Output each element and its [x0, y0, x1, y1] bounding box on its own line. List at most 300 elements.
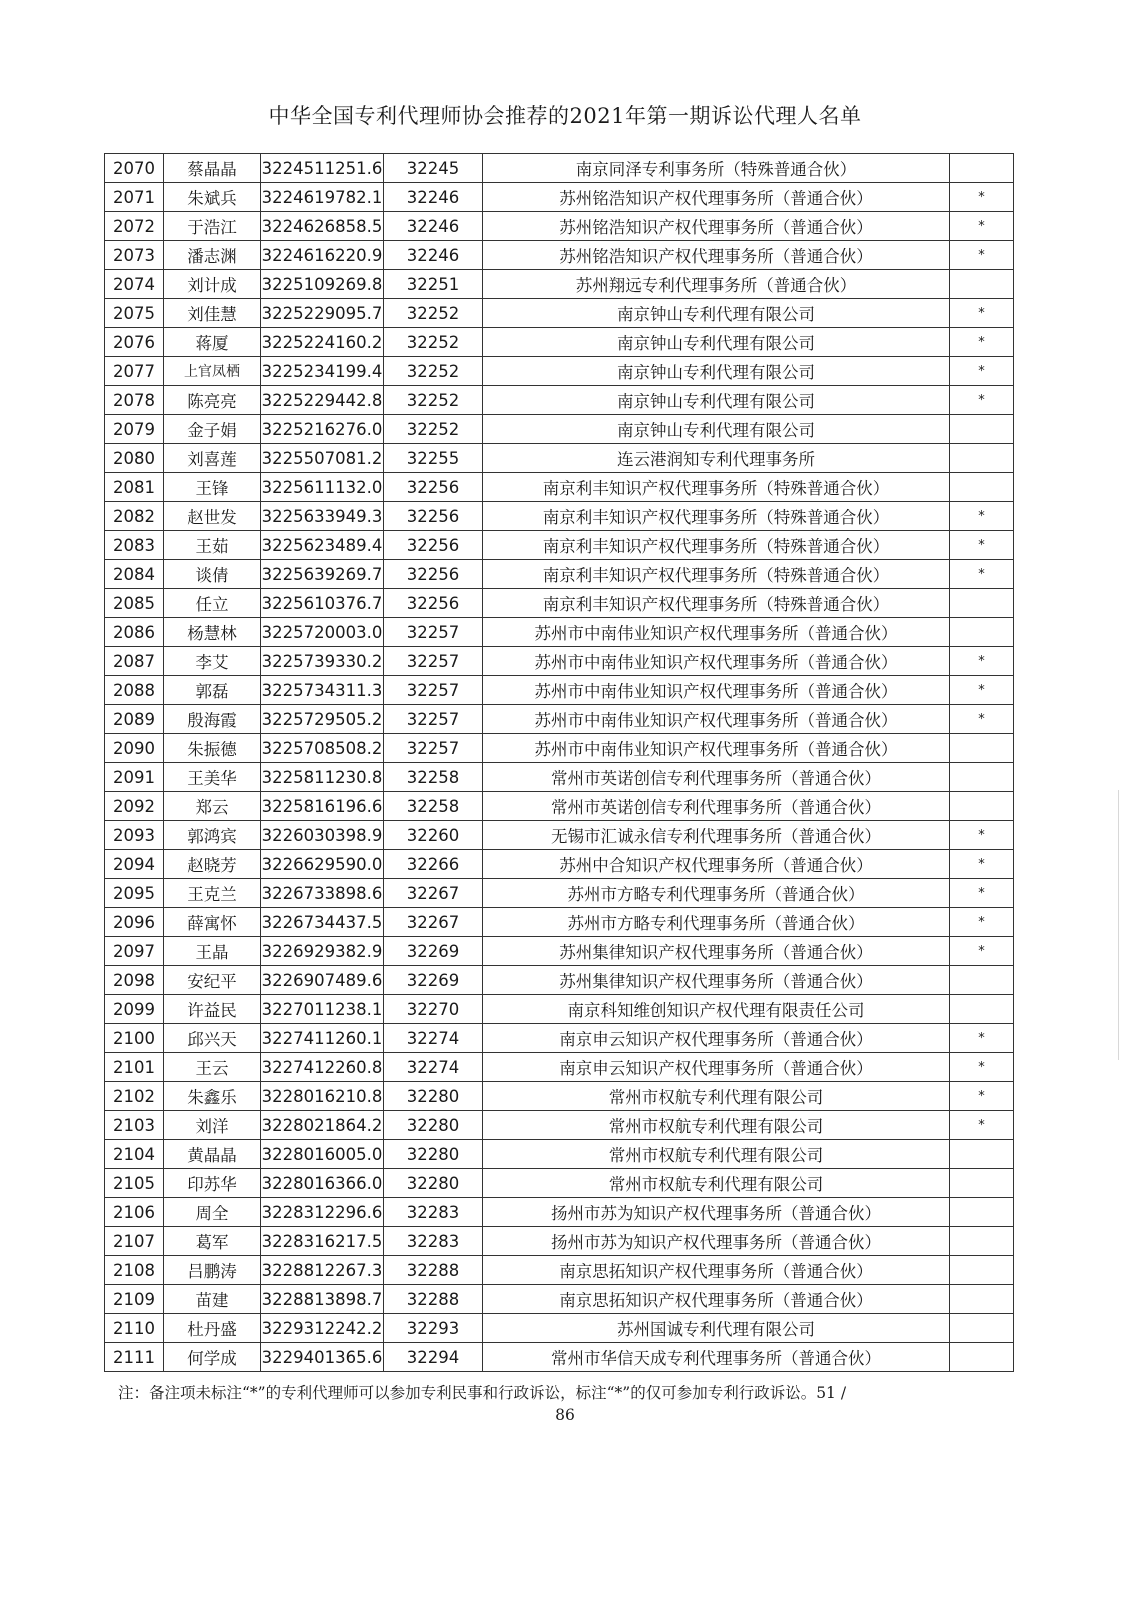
table-row — [105, 1227, 1014, 1256]
agent-name-cell: 刘喜莲 — [164, 444, 261, 473]
table-row — [105, 647, 1014, 676]
agency-code-cell: 32252 — [384, 386, 483, 415]
remark-cell: * — [950, 357, 1014, 386]
table-row — [105, 560, 1014, 589]
agent-name-cell: 陈亮亮 — [164, 386, 261, 415]
table-row — [105, 908, 1014, 937]
table-row — [105, 1053, 1014, 1082]
table-row — [105, 1082, 1014, 1111]
table-row — [105, 618, 1014, 647]
agency-name-cell: 苏州市方略专利代理事务所（普通合伙） — [483, 908, 950, 937]
agency-code-cell: 32274 — [384, 1053, 483, 1082]
remark-cell: * — [950, 908, 1014, 937]
remark-cell — [950, 792, 1014, 821]
table-row — [105, 502, 1014, 531]
certificate-number-cell: 3225734311.3 — [261, 676, 384, 705]
agent-name-cell: 朱斌兵 — [164, 183, 261, 212]
agency-name-cell: 无锡市汇诚永信专利代理事务所（普通合伙） — [483, 821, 950, 850]
remark-cell — [950, 1227, 1014, 1256]
agency-name-cell: 常州市英诺创信专利代理事务所（普通合伙） — [483, 763, 950, 792]
agent-name-cell: 郭磊 — [164, 676, 261, 705]
certificate-number-cell: 3224616220.9 — [261, 241, 384, 270]
agency-name-cell: 苏州铭浩知识产权代理事务所（普通合伙） — [483, 212, 950, 241]
agency-code-cell: 32258 — [384, 763, 483, 792]
certificate-number-cell: 3228016210.8 — [261, 1082, 384, 1111]
remark-cell — [950, 589, 1014, 618]
agent-name-cell: 赵世发 — [164, 502, 261, 531]
remark-cell — [950, 1285, 1014, 1314]
table-row — [105, 850, 1014, 879]
remark-cell: * — [950, 531, 1014, 560]
agent-name-cell: 赵晓芳 — [164, 850, 261, 879]
agency-name-cell: 南京思拓知识产权代理事务所（普通合伙） — [483, 1256, 950, 1285]
agency-name-cell: 连云港润知专利代理事务所 — [483, 444, 950, 473]
agency-name-cell: 苏州市中南伟业知识产权代理事务所（普通合伙） — [483, 618, 950, 647]
agency-code-cell: 32270 — [384, 995, 483, 1024]
certificate-number-cell: 3228812267.3 — [261, 1256, 384, 1285]
remark-cell: * — [950, 386, 1014, 415]
agency-name-cell: 常州市权航专利代理有限公司 — [483, 1169, 950, 1198]
remark-cell — [950, 473, 1014, 502]
table-row — [105, 1285, 1014, 1314]
agent-name-cell: 邱兴天 — [164, 1024, 261, 1053]
serial-number-cell: 2103 — [105, 1111, 164, 1140]
agency-code-cell: 32258 — [384, 792, 483, 821]
certificate-number-cell: 3228312296.6 — [261, 1198, 384, 1227]
serial-number-cell: 2077 — [105, 357, 164, 386]
agency-name-cell: 常州市权航专利代理有限公司 — [483, 1140, 950, 1169]
table-row — [105, 589, 1014, 618]
agency-code-cell: 32257 — [384, 734, 483, 763]
serial-number-cell: 2097 — [105, 937, 164, 966]
certificate-number-cell: 3225811230.8 — [261, 763, 384, 792]
serial-number-cell: 2101 — [105, 1053, 164, 1082]
agent-name-cell: 何学成 — [164, 1343, 261, 1372]
table-row — [105, 792, 1014, 821]
serial-number-cell: 2091 — [105, 763, 164, 792]
remark-cell: * — [950, 705, 1014, 734]
agency-code-cell: 32294 — [384, 1343, 483, 1372]
serial-number-cell: 2089 — [105, 705, 164, 734]
certificate-number-cell: 3224511251.6 — [261, 154, 384, 183]
page-total: 86 — [555, 1406, 575, 1424]
remark-cell: * — [950, 560, 1014, 589]
serial-number-cell: 2093 — [105, 821, 164, 850]
serial-number-cell: 2088 — [105, 676, 164, 705]
agent-name-cell: 王茹 — [164, 531, 261, 560]
table-row — [105, 386, 1014, 415]
agency-code-cell: 32257 — [384, 676, 483, 705]
agent-name-cell: 郭鸿宾 — [164, 821, 261, 850]
agency-name-cell: 南京利丰知识产权代理事务所（特殊普通合伙） — [483, 589, 950, 618]
agency-code-cell: 32252 — [384, 415, 483, 444]
serial-number-cell: 2102 — [105, 1082, 164, 1111]
serial-number-cell: 2104 — [105, 1140, 164, 1169]
remark-cell: * — [950, 1082, 1014, 1111]
certificate-number-cell: 3227412260.8 — [261, 1053, 384, 1082]
serial-number-cell: 2095 — [105, 879, 164, 908]
agency-code-cell: 32246 — [384, 183, 483, 212]
certificate-number-cell: 3225234199.4 — [261, 357, 384, 386]
serial-number-cell: 2087 — [105, 647, 164, 676]
remark-cell — [950, 270, 1014, 299]
roster-table — [104, 153, 1014, 1372]
agent-name-cell: 薛寓怀 — [164, 908, 261, 937]
remark-cell: * — [950, 850, 1014, 879]
remark-cell: * — [950, 183, 1014, 212]
remark-cell — [950, 1256, 1014, 1285]
agency-name-cell: 南京钟山专利代理有限公司 — [483, 386, 950, 415]
table-row — [105, 734, 1014, 763]
remark-cell — [950, 1169, 1014, 1198]
agency-code-cell: 32267 — [384, 879, 483, 908]
certificate-number-cell: 3225229442.8 — [261, 386, 384, 415]
agency-code-cell: 32269 — [384, 937, 483, 966]
table-row — [105, 1256, 1014, 1285]
certificate-number-cell: 3225639269.7 — [261, 560, 384, 589]
remark-cell: * — [950, 241, 1014, 270]
agency-name-cell: 南京思拓知识产权代理事务所（普通合伙） — [483, 1285, 950, 1314]
certificate-number-cell: 3225739330.2 — [261, 647, 384, 676]
table-row — [105, 473, 1014, 502]
agency-code-cell: 32260 — [384, 821, 483, 850]
remark-cell — [950, 995, 1014, 1024]
certificate-number-cell: 3225610376.7 — [261, 589, 384, 618]
agency-name-cell: 南京钟山专利代理有限公司 — [483, 299, 950, 328]
table-row — [105, 705, 1014, 734]
serial-number-cell: 2100 — [105, 1024, 164, 1053]
serial-number-cell: 2086 — [105, 618, 164, 647]
roster-body — [105, 154, 1014, 1372]
agency-code-cell: 32267 — [384, 908, 483, 937]
page-title: 中华全国专利代理师协会推荐的2021年第一期诉讼代理人名单 — [268, 104, 862, 128]
serial-number-cell: 2080 — [105, 444, 164, 473]
serial-number-cell: 2082 — [105, 502, 164, 531]
agency-code-cell: 32252 — [384, 357, 483, 386]
remark-cell: * — [950, 879, 1014, 908]
agent-name-cell: 谈倩 — [164, 560, 261, 589]
agent-name-cell: 葛军 — [164, 1227, 261, 1256]
serial-number-cell: 2106 — [105, 1198, 164, 1227]
agent-name-cell: 李艾 — [164, 647, 261, 676]
certificate-number-cell: 3229312242.2 — [261, 1314, 384, 1343]
serial-number-cell: 2070 — [105, 154, 164, 183]
table-row — [105, 241, 1014, 270]
table-row — [105, 1169, 1014, 1198]
agent-name-cell: 刘计成 — [164, 270, 261, 299]
agent-name-cell: 蔡晶晶 — [164, 154, 261, 183]
table-row — [105, 415, 1014, 444]
remark-cell: * — [950, 937, 1014, 966]
agency-name-cell: 常州市英诺创信专利代理事务所（普通合伙） — [483, 792, 950, 821]
remark-cell: * — [950, 1053, 1014, 1082]
agency-name-cell: 苏州集律知识产权代理事务所（普通合伙） — [483, 937, 950, 966]
serial-number-cell: 2084 — [105, 560, 164, 589]
agent-name-cell: 刘佳慧 — [164, 299, 261, 328]
agency-name-cell: 扬州市苏为知识产权代理事务所（普通合伙） — [483, 1227, 950, 1256]
agency-name-cell: 南京科知维创知识产权代理有限责任公司 — [483, 995, 950, 1024]
agency-name-cell: 南京申云知识产权代理事务所（普通合伙） — [483, 1053, 950, 1082]
remark-cell — [950, 1314, 1014, 1343]
agency-code-cell: 32257 — [384, 647, 483, 676]
certificate-number-cell: 3226907489.6 — [261, 966, 384, 995]
agency-code-cell: 32257 — [384, 618, 483, 647]
agency-name-cell: 南京利丰知识产权代理事务所（特殊普通合伙） — [483, 473, 950, 502]
agent-name-cell: 于浩江 — [164, 212, 261, 241]
agency-name-cell: 苏州中合知识产权代理事务所（普通合伙） — [483, 850, 950, 879]
agent-name-cell: 郑云 — [164, 792, 261, 821]
agency-code-cell: 32266 — [384, 850, 483, 879]
table-row — [105, 1140, 1014, 1169]
agency-name-cell: 苏州国诚专利代理有限公司 — [483, 1314, 950, 1343]
table-row — [105, 966, 1014, 995]
agency-code-cell: 32245 — [384, 154, 483, 183]
footnote: 注：备注项未标注“*”的专利代理师可以参加专利民事和行政诉讼，标注“*”的仅可参加专利行政诉讼。51 / — [118, 1384, 847, 1402]
table-row — [105, 270, 1014, 299]
table-row — [105, 1111, 1014, 1140]
certificate-number-cell: 3228021864.2 — [261, 1111, 384, 1140]
serial-number-cell: 2073 — [105, 241, 164, 270]
agent-name-cell: 任立 — [164, 589, 261, 618]
remark-cell: * — [950, 328, 1014, 357]
agent-name-cell: 杨慧林 — [164, 618, 261, 647]
agent-name-cell: 蒋厦 — [164, 328, 261, 357]
remark-cell — [950, 1343, 1014, 1372]
agency-code-cell: 32257 — [384, 705, 483, 734]
agent-name-cell: 杜丹盛 — [164, 1314, 261, 1343]
agency-name-cell: 苏州市方略专利代理事务所（普通合伙） — [483, 879, 950, 908]
certificate-number-cell: 3228016005.0 — [261, 1140, 384, 1169]
agent-name-cell: 周全 — [164, 1198, 261, 1227]
agency-name-cell: 苏州市中南伟业知识产权代理事务所（普通合伙） — [483, 734, 950, 763]
agency-code-cell: 32280 — [384, 1111, 483, 1140]
table-row — [105, 531, 1014, 560]
agency-code-cell: 32256 — [384, 502, 483, 531]
remark-cell: * — [950, 676, 1014, 705]
remark-cell — [950, 1140, 1014, 1169]
agency-name-cell: 苏州铭浩知识产权代理事务所（普通合伙） — [483, 241, 950, 270]
certificate-number-cell: 3225229095.7 — [261, 299, 384, 328]
agency-code-cell: 32280 — [384, 1140, 483, 1169]
table-row — [105, 357, 1014, 386]
agent-name-cell: 印苏华 — [164, 1169, 261, 1198]
serial-number-cell: 2083 — [105, 531, 164, 560]
certificate-number-cell: 3229401365.6 — [261, 1343, 384, 1372]
agent-name-cell: 苗建 — [164, 1285, 261, 1314]
agent-name-text: 上官凤栖 — [184, 364, 240, 380]
agency-code-cell: 32269 — [384, 966, 483, 995]
table-row — [105, 212, 1014, 241]
certificate-number-cell: 3225633949.3 — [261, 502, 384, 531]
agency-name-cell: 苏州翔远专利代理事务所（普通合伙） — [483, 270, 950, 299]
certificate-number-cell: 3226929382.9 — [261, 937, 384, 966]
serial-number-cell: 2081 — [105, 473, 164, 502]
agent-name-cell: 王美华 — [164, 763, 261, 792]
table-row — [105, 444, 1014, 473]
agency-name-cell: 苏州市中南伟业知识产权代理事务所（普通合伙） — [483, 705, 950, 734]
agency-code-cell: 32283 — [384, 1198, 483, 1227]
agency-code-cell: 32274 — [384, 1024, 483, 1053]
agency-code-cell: 32255 — [384, 444, 483, 473]
certificate-number-cell: 3227411260.1 — [261, 1024, 384, 1053]
agency-code-cell: 32246 — [384, 212, 483, 241]
remark-cell — [950, 618, 1014, 647]
certificate-number-cell: 3225623489.4 — [261, 531, 384, 560]
table-row — [105, 1024, 1014, 1053]
table-row — [105, 1343, 1014, 1372]
table-row — [105, 328, 1014, 357]
remark-cell — [950, 734, 1014, 763]
serial-number-cell: 2075 — [105, 299, 164, 328]
agency-code-cell: 32288 — [384, 1256, 483, 1285]
agency-code-cell: 32293 — [384, 1314, 483, 1343]
agency-name-cell: 南京利丰知识产权代理事务所（特殊普通合伙） — [483, 531, 950, 560]
serial-number-cell: 2107 — [105, 1227, 164, 1256]
remark-cell — [950, 1198, 1014, 1227]
agency-code-cell: 32256 — [384, 560, 483, 589]
serial-number-cell: 2092 — [105, 792, 164, 821]
table-row — [105, 995, 1014, 1024]
agency-name-cell: 常州市权航专利代理有限公司 — [483, 1082, 950, 1111]
certificate-number-cell: 3225216276.0 — [261, 415, 384, 444]
agent-name-cell — [164, 357, 261, 386]
serial-number-cell: 2098 — [105, 966, 164, 995]
certificate-number-cell: 3225708508.2 — [261, 734, 384, 763]
certificate-number-cell: 3228813898.7 — [261, 1285, 384, 1314]
serial-number-cell: 2096 — [105, 908, 164, 937]
serial-number-cell: 2072 — [105, 212, 164, 241]
remark-cell: * — [950, 299, 1014, 328]
agency-name-cell: 南京钟山专利代理有限公司 — [483, 415, 950, 444]
agency-name-cell: 南京申云知识产权代理事务所（普通合伙） — [483, 1024, 950, 1053]
serial-number-cell: 2074 — [105, 270, 164, 299]
certificate-number-cell: 3226733898.6 — [261, 879, 384, 908]
remark-cell: * — [950, 212, 1014, 241]
agent-name-cell: 吕鹏涛 — [164, 1256, 261, 1285]
agent-name-cell: 朱振德 — [164, 734, 261, 763]
agent-name-cell: 黄晶晶 — [164, 1140, 261, 1169]
agency-code-cell: 32280 — [384, 1169, 483, 1198]
remark-cell — [950, 415, 1014, 444]
serial-number-cell: 2099 — [105, 995, 164, 1024]
certificate-number-cell: 3225507081.2 — [261, 444, 384, 473]
agent-name-cell: 潘志渊 — [164, 241, 261, 270]
table-row — [105, 299, 1014, 328]
agency-name-cell: 常州市权航专利代理有限公司 — [483, 1111, 950, 1140]
certificate-number-cell: 3225729505.2 — [261, 705, 384, 734]
agency-name-cell: 苏州集律知识产权代理事务所（普通合伙） — [483, 966, 950, 995]
agent-name-cell: 许益民 — [164, 995, 261, 1024]
certificate-number-cell: 3225611132.0 — [261, 473, 384, 502]
remark-cell — [950, 966, 1014, 995]
agency-name-cell: 苏州市中南伟业知识产权代理事务所（普通合伙） — [483, 647, 950, 676]
table-row — [105, 183, 1014, 212]
certificate-number-cell: 3225224160.2 — [261, 328, 384, 357]
table-row — [105, 821, 1014, 850]
serial-number-cell: 2085 — [105, 589, 164, 618]
serial-number-cell: 2079 — [105, 415, 164, 444]
certificate-number-cell: 3226030398.9 — [261, 821, 384, 850]
certificate-number-cell: 3228016366.0 — [261, 1169, 384, 1198]
agent-name-cell: 王晶 — [164, 937, 261, 966]
table-row — [105, 937, 1014, 966]
remark-cell: * — [950, 502, 1014, 531]
table-row — [105, 763, 1014, 792]
agent-name-cell: 安纪平 — [164, 966, 261, 995]
agency-code-cell: 32251 — [384, 270, 483, 299]
agency-name-cell: 南京钟山专利代理有限公司 — [483, 357, 950, 386]
remark-cell — [950, 763, 1014, 792]
serial-number-cell: 2071 — [105, 183, 164, 212]
remark-cell — [950, 444, 1014, 473]
agency-code-cell: 32252 — [384, 328, 483, 357]
agent-name-cell: 王克兰 — [164, 879, 261, 908]
agent-name-cell: 刘洋 — [164, 1111, 261, 1140]
agent-name-cell: 殷海霞 — [164, 705, 261, 734]
agency-code-cell: 32256 — [384, 589, 483, 618]
serial-number-cell: 2105 — [105, 1169, 164, 1198]
certificate-number-cell: 3226734437.5 — [261, 908, 384, 937]
certificate-number-cell: 3225720003.0 — [261, 618, 384, 647]
agency-name-cell: 常州市华信天成专利代理事务所（普通合伙） — [483, 1343, 950, 1372]
serial-number-cell: 2109 — [105, 1285, 164, 1314]
table-row — [105, 676, 1014, 705]
serial-number-cell: 2108 — [105, 1256, 164, 1285]
table-row — [105, 1314, 1014, 1343]
agency-code-cell: 32283 — [384, 1227, 483, 1256]
certificate-number-cell: 3227011238.1 — [261, 995, 384, 1024]
agency-name-cell: 苏州市中南伟业知识产权代理事务所（普通合伙） — [483, 676, 950, 705]
certificate-number-cell: 3225816196.6 — [261, 792, 384, 821]
certificate-number-cell: 3228316217.5 — [261, 1227, 384, 1256]
agency-name-cell: 南京利丰知识产权代理事务所（特殊普通合伙） — [483, 502, 950, 531]
certificate-number-cell: 3225109269.8 — [261, 270, 384, 299]
agency-name-cell: 南京同泽专利事务所（特殊普通合伙） — [483, 154, 950, 183]
agency-name-cell: 南京钟山专利代理有限公司 — [483, 328, 950, 357]
agency-name-cell: 南京利丰知识产权代理事务所（特殊普通合伙） — [483, 560, 950, 589]
agency-code-cell: 32256 — [384, 531, 483, 560]
remark-cell: * — [950, 1111, 1014, 1140]
agent-name-cell: 王锋 — [164, 473, 261, 502]
serial-number-cell: 2110 — [105, 1314, 164, 1343]
agency-code-cell: 32280 — [384, 1082, 483, 1111]
certificate-number-cell: 3224626858.5 — [261, 212, 384, 241]
serial-number-cell: 2111 — [105, 1343, 164, 1372]
agency-code-cell: 32288 — [384, 1285, 483, 1314]
agency-name-cell: 苏州铭浩知识产权代理事务所（普通合伙） — [483, 183, 950, 212]
certificate-number-cell: 3226629590.0 — [261, 850, 384, 879]
table-row — [105, 1198, 1014, 1227]
agent-name-cell: 金子娟 — [164, 415, 261, 444]
remark-cell: * — [950, 821, 1014, 850]
certificate-number-cell: 3224619782.1 — [261, 183, 384, 212]
scan-edge-line — [1118, 790, 1119, 1060]
serial-number-cell: 2078 — [105, 386, 164, 415]
serial-number-cell: 2090 — [105, 734, 164, 763]
agency-code-cell: 32252 — [384, 299, 483, 328]
agent-name-cell: 王云 — [164, 1053, 261, 1082]
remark-cell: * — [950, 1024, 1014, 1053]
agency-code-cell: 32256 — [384, 473, 483, 502]
agent-name-cell: 朱鑫乐 — [164, 1082, 261, 1111]
agency-code-cell: 32246 — [384, 241, 483, 270]
table-row — [105, 879, 1014, 908]
agency-name-cell: 扬州市苏为知识产权代理事务所（普通合伙） — [483, 1198, 950, 1227]
remark-cell: * — [950, 647, 1014, 676]
serial-number-cell: 2076 — [105, 328, 164, 357]
serial-number-cell: 2094 — [105, 850, 164, 879]
table-row — [105, 154, 1014, 183]
